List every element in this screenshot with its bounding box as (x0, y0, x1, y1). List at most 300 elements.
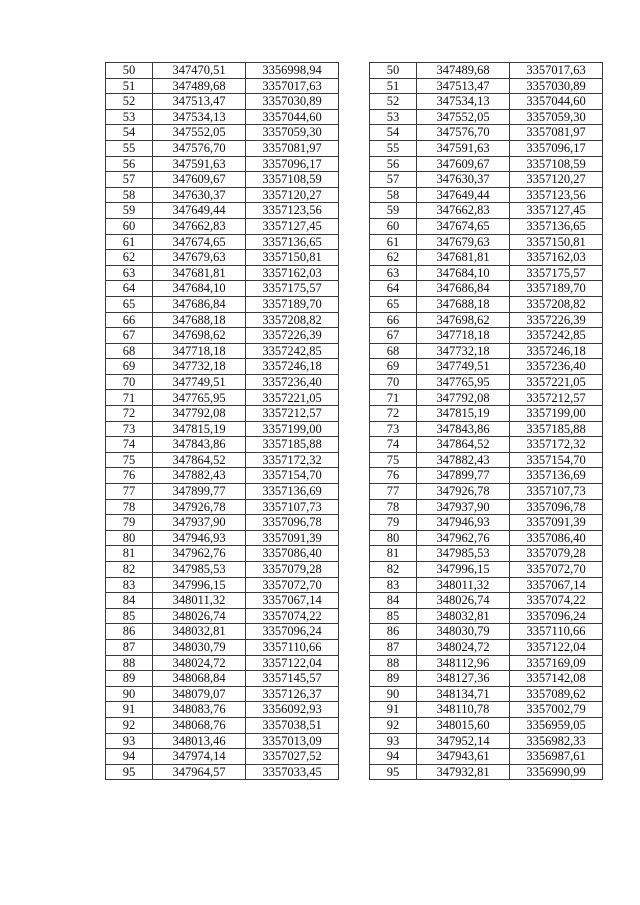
point-number-cell: 80 (370, 530, 417, 546)
point-number-cell: 70 (106, 374, 153, 390)
table-row (106, 172, 339, 188)
table-row (370, 749, 603, 765)
y-coordinate-cell: 3357242,85 (510, 328, 603, 344)
y-coordinate-cell: 3357162,03 (246, 265, 339, 281)
point-number-cell: 50 (106, 63, 153, 79)
point-number-cell: 63 (370, 265, 417, 281)
x-coordinate-cell: 348068,76 (153, 717, 246, 733)
point-number-cell: 52 (106, 94, 153, 110)
y-coordinate-cell: 3357142,08 (510, 671, 603, 687)
point-number-cell: 83 (106, 577, 153, 593)
y-coordinate-cell: 3357086,40 (510, 530, 603, 546)
y-coordinate-cell: 3357123,56 (510, 187, 603, 203)
x-coordinate-cell: 347985,53 (153, 562, 246, 578)
x-coordinate-cell: 347864,52 (417, 437, 510, 453)
x-coordinate-cell: 347864,52 (153, 452, 246, 468)
point-number-cell: 84 (106, 593, 153, 609)
x-coordinate-cell: 347926,78 (153, 499, 246, 515)
x-coordinate-cell: 347943,61 (417, 749, 510, 765)
table-row (106, 639, 339, 655)
table-row (370, 187, 603, 203)
x-coordinate-cell: 348024,72 (417, 639, 510, 655)
x-coordinate-cell: 348083,76 (153, 702, 246, 718)
point-number-cell: 91 (106, 702, 153, 718)
table-row (106, 374, 339, 390)
x-coordinate-cell: 347962,76 (417, 530, 510, 546)
point-number-cell: 76 (370, 468, 417, 484)
x-coordinate-cell: 347937,90 (417, 499, 510, 515)
x-coordinate-cell: 348011,32 (153, 593, 246, 609)
y-coordinate-cell: 3357172,32 (246, 452, 339, 468)
x-coordinate-cell: 347686,84 (153, 296, 246, 312)
table-row (106, 281, 339, 297)
x-coordinate-cell: 347698,62 (417, 312, 510, 328)
point-number-cell: 59 (370, 203, 417, 219)
point-number-cell: 95 (370, 764, 417, 780)
point-number-cell: 53 (106, 109, 153, 125)
x-coordinate-cell: 347996,15 (417, 562, 510, 578)
table-row (106, 234, 339, 250)
table-row (106, 655, 339, 671)
y-coordinate-cell: 3357027,52 (246, 749, 339, 765)
x-coordinate-cell: 347749,51 (417, 359, 510, 375)
x-coordinate-cell: 347974,14 (153, 749, 246, 765)
point-number-cell: 90 (106, 686, 153, 702)
point-number-cell: 59 (106, 203, 153, 219)
y-coordinate-cell: 3357169,09 (510, 655, 603, 671)
point-number-cell: 83 (370, 577, 417, 593)
point-number-cell: 84 (370, 593, 417, 609)
table-row (370, 156, 603, 172)
table-row (370, 312, 603, 328)
x-coordinate-cell: 347946,93 (153, 530, 246, 546)
y-coordinate-cell: 3357059,30 (510, 109, 603, 125)
x-coordinate-cell: 347630,37 (417, 172, 510, 188)
y-coordinate-cell: 3357246,18 (510, 343, 603, 359)
table-row (106, 125, 339, 141)
point-number-cell: 58 (370, 187, 417, 203)
point-number-cell: 67 (370, 328, 417, 344)
y-coordinate-cell: 3357208,82 (510, 296, 603, 312)
point-number-cell: 62 (370, 250, 417, 266)
table-row (106, 671, 339, 687)
table-row (370, 484, 603, 500)
y-coordinate-cell: 3357091,39 (510, 515, 603, 531)
point-number-cell: 88 (370, 655, 417, 671)
table-row (370, 63, 603, 79)
y-coordinate-cell: 3357110,66 (246, 639, 339, 655)
y-coordinate-cell: 3357096,78 (246, 515, 339, 531)
point-number-cell: 66 (106, 312, 153, 328)
x-coordinate-cell: 347470,51 (153, 63, 246, 79)
point-number-cell: 51 (106, 78, 153, 94)
x-coordinate-cell: 348024,72 (153, 655, 246, 671)
table-row (370, 639, 603, 655)
y-coordinate-cell: 3357096,78 (510, 499, 603, 515)
point-number-cell: 53 (370, 109, 417, 125)
table-row (370, 265, 603, 281)
y-coordinate-cell: 3357038,51 (246, 717, 339, 733)
x-coordinate-cell: 347698,62 (153, 328, 246, 344)
x-coordinate-cell: 348011,32 (417, 577, 510, 593)
x-coordinate-cell: 348026,74 (153, 608, 246, 624)
point-number-cell: 74 (370, 437, 417, 453)
table-row (370, 577, 603, 593)
table-row (106, 156, 339, 172)
x-coordinate-cell: 347576,70 (153, 140, 246, 156)
point-number-cell: 71 (370, 390, 417, 406)
x-coordinate-cell: 347591,63 (417, 140, 510, 156)
point-number-cell: 54 (106, 125, 153, 141)
table-row (370, 203, 603, 219)
coordinates-table-left-body (106, 63, 339, 780)
point-number-cell: 87 (370, 639, 417, 655)
x-coordinate-cell: 347679,63 (153, 250, 246, 266)
x-coordinate-cell: 347996,15 (153, 577, 246, 593)
point-number-cell: 75 (370, 452, 417, 468)
y-coordinate-cell: 3357236,40 (510, 359, 603, 375)
table-row (370, 515, 603, 531)
y-coordinate-cell: 3357096,24 (510, 608, 603, 624)
table-row (106, 468, 339, 484)
point-number-cell: 89 (106, 671, 153, 687)
table-row (106, 218, 339, 234)
table-row (106, 390, 339, 406)
y-coordinate-cell: 3357017,63 (510, 63, 603, 79)
y-coordinate-cell: 3357059,30 (246, 125, 339, 141)
table-row (370, 437, 603, 453)
table-row (370, 390, 603, 406)
y-coordinate-cell: 3357154,70 (510, 452, 603, 468)
y-coordinate-cell: 3357017,63 (246, 78, 339, 94)
point-number-cell: 69 (106, 359, 153, 375)
table-row (106, 686, 339, 702)
point-number-cell: 85 (370, 608, 417, 624)
table-row (370, 702, 603, 718)
point-number-cell: 51 (370, 78, 417, 94)
coordinates-table-right (369, 62, 603, 780)
point-number-cell: 60 (370, 218, 417, 234)
table-row (370, 671, 603, 687)
table-row (106, 78, 339, 94)
x-coordinate-cell: 347489,68 (153, 78, 246, 94)
y-coordinate-cell: 3357107,73 (246, 499, 339, 515)
table-row (370, 78, 603, 94)
point-number-cell: 70 (370, 374, 417, 390)
point-number-cell: 77 (370, 484, 417, 500)
x-coordinate-cell: 347964,57 (153, 764, 246, 780)
x-coordinate-cell: 348030,79 (153, 639, 246, 655)
y-coordinate-cell: 3357136,65 (246, 234, 339, 250)
table-row (370, 125, 603, 141)
x-coordinate-cell: 347937,90 (153, 515, 246, 531)
y-coordinate-cell: 3357089,62 (510, 686, 603, 702)
point-number-cell: 93 (370, 733, 417, 749)
point-number-cell: 61 (106, 234, 153, 250)
table-row (370, 733, 603, 749)
y-coordinate-cell: 3357091,39 (246, 530, 339, 546)
x-coordinate-cell: 347718,18 (153, 343, 246, 359)
table-row (370, 764, 603, 780)
y-coordinate-cell: 3357175,57 (510, 265, 603, 281)
y-coordinate-cell: 3357072,70 (510, 562, 603, 578)
y-coordinate-cell: 3357096,17 (246, 156, 339, 172)
x-coordinate-cell: 347882,43 (417, 452, 510, 468)
point-number-cell: 54 (370, 125, 417, 141)
table-row (370, 608, 603, 624)
table-row (106, 109, 339, 125)
table-row (370, 359, 603, 375)
x-coordinate-cell: 347609,67 (153, 172, 246, 188)
x-coordinate-cell: 347630,37 (153, 187, 246, 203)
point-number-cell: 77 (106, 484, 153, 500)
point-number-cell: 81 (370, 546, 417, 562)
coordinates-table-right-body (370, 63, 603, 780)
table-row (106, 140, 339, 156)
point-number-cell: 65 (370, 296, 417, 312)
x-coordinate-cell: 347552,05 (153, 125, 246, 141)
y-coordinate-cell: 3357044,60 (510, 94, 603, 110)
table-row (370, 374, 603, 390)
table-row (370, 172, 603, 188)
x-coordinate-cell: 347732,18 (417, 343, 510, 359)
y-coordinate-cell: 3357242,85 (246, 343, 339, 359)
point-number-cell: 93 (106, 733, 153, 749)
x-coordinate-cell: 347962,76 (153, 546, 246, 562)
table-row (106, 717, 339, 733)
y-coordinate-cell: 3357199,00 (510, 406, 603, 422)
y-coordinate-cell: 3357208,82 (246, 312, 339, 328)
x-coordinate-cell: 348079,07 (153, 686, 246, 702)
table-row (370, 468, 603, 484)
x-coordinate-cell: 347899,77 (417, 468, 510, 484)
y-coordinate-cell: 3357033,45 (246, 764, 339, 780)
point-number-cell: 66 (370, 312, 417, 328)
x-coordinate-cell: 347792,08 (153, 406, 246, 422)
point-number-cell: 76 (106, 468, 153, 484)
point-number-cell: 81 (106, 546, 153, 562)
point-number-cell: 88 (106, 655, 153, 671)
y-coordinate-cell: 3357096,17 (510, 140, 603, 156)
y-coordinate-cell: 3357108,59 (510, 156, 603, 172)
table-row (370, 655, 603, 671)
x-coordinate-cell: 347749,51 (153, 374, 246, 390)
y-coordinate-cell: 3357145,57 (246, 671, 339, 687)
x-coordinate-cell: 347899,77 (153, 484, 246, 500)
y-coordinate-cell: 3357107,73 (510, 484, 603, 500)
table-row (370, 250, 603, 266)
y-coordinate-cell: 3357030,89 (246, 94, 339, 110)
x-coordinate-cell: 347792,08 (417, 390, 510, 406)
x-coordinate-cell: 347926,78 (417, 484, 510, 500)
table-row (106, 749, 339, 765)
table-row (370, 328, 603, 344)
y-coordinate-cell: 3357226,39 (246, 328, 339, 344)
point-number-cell: 80 (106, 530, 153, 546)
point-number-cell: 58 (106, 187, 153, 203)
x-coordinate-cell: 348110,78 (417, 702, 510, 718)
y-coordinate-cell: 3357067,14 (246, 593, 339, 609)
table-row (370, 234, 603, 250)
table-row (106, 296, 339, 312)
y-coordinate-cell: 3357030,89 (510, 78, 603, 94)
table-row (106, 515, 339, 531)
table-row (106, 250, 339, 266)
y-coordinate-cell: 3357108,59 (246, 172, 339, 188)
x-coordinate-cell: 347985,53 (417, 546, 510, 562)
table-row (106, 608, 339, 624)
x-coordinate-cell: 347591,63 (153, 156, 246, 172)
y-coordinate-cell: 3357189,70 (246, 296, 339, 312)
table-row (106, 624, 339, 640)
point-number-cell: 73 (106, 421, 153, 437)
table-row (370, 296, 603, 312)
x-coordinate-cell: 347576,70 (417, 125, 510, 141)
x-coordinate-cell: 348134,71 (417, 686, 510, 702)
point-number-cell: 86 (370, 624, 417, 640)
x-coordinate-cell: 348013,46 (153, 733, 246, 749)
x-coordinate-cell: 347765,95 (417, 374, 510, 390)
x-coordinate-cell: 347843,86 (153, 437, 246, 453)
y-coordinate-cell: 3357150,81 (246, 250, 339, 266)
y-coordinate-cell: 3357199,00 (246, 421, 339, 437)
table-row (106, 593, 339, 609)
table-row (370, 218, 603, 234)
point-number-cell: 94 (370, 749, 417, 765)
x-coordinate-cell: 347649,44 (417, 187, 510, 203)
x-coordinate-cell: 348015,60 (417, 717, 510, 733)
x-coordinate-cell: 347609,67 (417, 156, 510, 172)
table-row (370, 406, 603, 422)
table-row (370, 452, 603, 468)
y-coordinate-cell: 3357175,57 (246, 281, 339, 297)
x-coordinate-cell: 347649,44 (153, 203, 246, 219)
x-coordinate-cell: 348112,96 (417, 655, 510, 671)
x-coordinate-cell: 348032,81 (153, 624, 246, 640)
table-row (106, 406, 339, 422)
table-row (106, 546, 339, 562)
y-coordinate-cell: 3356987,61 (510, 749, 603, 765)
table-row (106, 63, 339, 79)
y-coordinate-cell: 3357136,65 (510, 218, 603, 234)
x-coordinate-cell: 347552,05 (417, 109, 510, 125)
x-coordinate-cell: 347679,63 (417, 234, 510, 250)
point-number-cell: 75 (106, 452, 153, 468)
point-number-cell: 50 (370, 63, 417, 79)
point-number-cell: 92 (106, 717, 153, 733)
x-coordinate-cell: 347718,18 (417, 328, 510, 344)
point-number-cell: 68 (370, 343, 417, 359)
table-row (370, 343, 603, 359)
point-number-cell: 91 (370, 702, 417, 718)
y-coordinate-cell: 3357150,81 (510, 234, 603, 250)
table-row (106, 452, 339, 468)
y-coordinate-cell: 3357154,70 (246, 468, 339, 484)
table-row (370, 593, 603, 609)
point-number-cell: 79 (106, 515, 153, 531)
point-number-cell: 61 (370, 234, 417, 250)
point-number-cell: 67 (106, 328, 153, 344)
y-coordinate-cell: 3357086,40 (246, 546, 339, 562)
x-coordinate-cell: 347932,81 (417, 764, 510, 780)
y-coordinate-cell: 3357221,05 (246, 390, 339, 406)
point-number-cell: 63 (106, 265, 153, 281)
table-row (106, 530, 339, 546)
y-coordinate-cell: 3357013,09 (246, 733, 339, 749)
y-coordinate-cell: 3356959,05 (510, 717, 603, 733)
table-row (106, 203, 339, 219)
point-number-cell: 87 (106, 639, 153, 655)
x-coordinate-cell: 347534,13 (417, 94, 510, 110)
point-number-cell: 73 (370, 421, 417, 437)
x-coordinate-cell: 347681,81 (417, 250, 510, 266)
y-coordinate-cell: 3357120,27 (510, 172, 603, 188)
x-coordinate-cell: 347686,84 (417, 281, 510, 297)
y-coordinate-cell: 3357236,40 (246, 374, 339, 390)
x-coordinate-cell: 347952,14 (417, 733, 510, 749)
point-number-cell: 72 (370, 406, 417, 422)
x-coordinate-cell: 347815,19 (153, 421, 246, 437)
table-row (106, 94, 339, 110)
coordinates-table-left (105, 62, 339, 780)
y-coordinate-cell: 3356990,99 (510, 764, 603, 780)
y-coordinate-cell: 3356998,94 (246, 63, 339, 79)
point-number-cell: 92 (370, 717, 417, 733)
x-coordinate-cell: 347732,18 (153, 359, 246, 375)
point-number-cell: 69 (370, 359, 417, 375)
table-row (106, 499, 339, 515)
y-coordinate-cell: 3357127,45 (246, 218, 339, 234)
point-number-cell: 90 (370, 686, 417, 702)
y-coordinate-cell: 3357136,69 (246, 484, 339, 500)
x-coordinate-cell: 348068,84 (153, 671, 246, 687)
y-coordinate-cell: 3357122,04 (510, 639, 603, 655)
x-coordinate-cell: 347513,47 (153, 94, 246, 110)
table-row (370, 717, 603, 733)
y-coordinate-cell: 3357123,56 (246, 203, 339, 219)
table-row (106, 562, 339, 578)
table-row (106, 437, 339, 453)
x-coordinate-cell: 348026,74 (417, 593, 510, 609)
y-coordinate-cell: 3357096,24 (246, 624, 339, 640)
y-coordinate-cell: 3357067,14 (510, 577, 603, 593)
y-coordinate-cell: 3357081,97 (510, 125, 603, 141)
y-coordinate-cell: 3357081,97 (246, 140, 339, 156)
x-coordinate-cell: 347489,68 (417, 63, 510, 79)
x-coordinate-cell: 347662,83 (153, 218, 246, 234)
y-coordinate-cell: 3357079,28 (510, 546, 603, 562)
y-coordinate-cell: 3357120,27 (246, 187, 339, 203)
table-row (106, 265, 339, 281)
y-coordinate-cell: 3357110,66 (510, 624, 603, 640)
point-number-cell: 62 (106, 250, 153, 266)
point-number-cell: 82 (106, 562, 153, 578)
point-number-cell: 95 (106, 764, 153, 780)
table-row (370, 562, 603, 578)
table-row (370, 109, 603, 125)
y-coordinate-cell: 3356092,93 (246, 702, 339, 718)
x-coordinate-cell: 347662,83 (417, 203, 510, 219)
x-coordinate-cell: 347688,18 (153, 312, 246, 328)
point-number-cell: 55 (106, 140, 153, 156)
x-coordinate-cell: 348127,36 (417, 671, 510, 687)
x-coordinate-cell: 347681,81 (153, 265, 246, 281)
table-row (106, 328, 339, 344)
y-coordinate-cell: 3357185,88 (510, 421, 603, 437)
point-number-cell: 82 (370, 562, 417, 578)
x-coordinate-cell: 347674,65 (153, 234, 246, 250)
x-coordinate-cell: 347815,19 (417, 406, 510, 422)
